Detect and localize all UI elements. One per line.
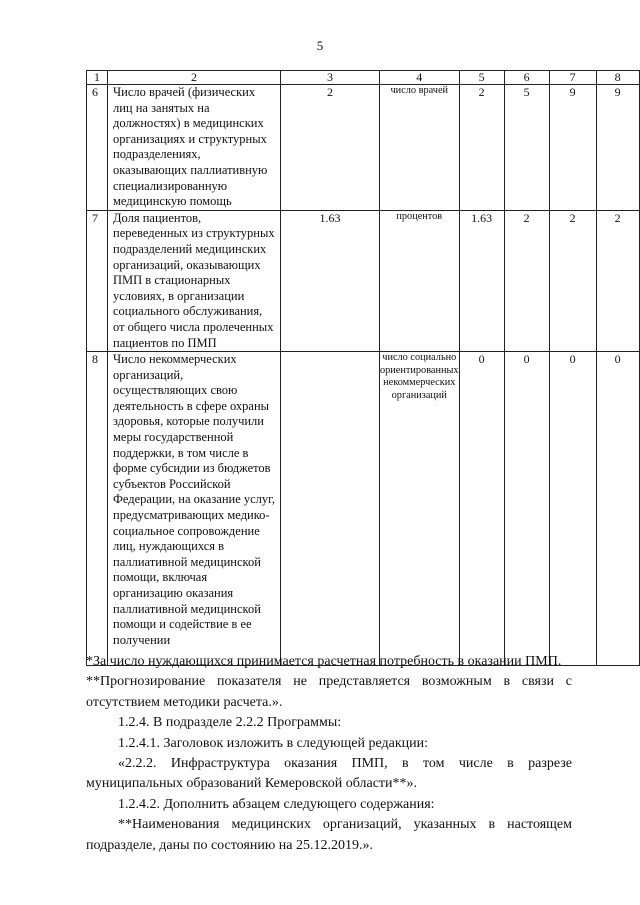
header-cell: 5 [459, 71, 504, 85]
year-value: 0 [549, 352, 596, 666]
year-value: 2 [596, 210, 639, 351]
header-cell: 8 [596, 71, 639, 85]
header-cell: 1 [87, 71, 108, 85]
year-value: 0 [596, 352, 639, 666]
table-row [87, 210, 640, 351]
footnote-2: **Прогнозирование показателя не представляется возможным в связи с отсутствием методики расчета.». [86, 674, 572, 710]
base-value [281, 352, 380, 666]
header-cell: 3 [281, 71, 380, 85]
year-value: 2 [459, 85, 504, 211]
year-value: 1.63 [459, 210, 504, 351]
year-value: 9 [549, 85, 596, 211]
indicator-name: Доля пациентов, переведенных из структурных подразделений медицинских организаций, оказывающих ПМП в стационарных условиях, в организации социального обслуживания, от общего числа пролеченных пациентов по ПМП [108, 210, 281, 351]
table-row [87, 352, 640, 666]
table-row [87, 85, 640, 211]
page-number: 5 [316, 38, 324, 53]
table-header-row [87, 71, 640, 85]
header-cell: 2 [108, 71, 281, 85]
indicator-name: Число врачей (физических лиц на занятых на должностях) в медицинских организациях и структурных подразделениях, оказывающих паллиативную специализированную медицинскую помощь [108, 85, 281, 211]
paragraph: 1.2.4. В подразделе 2.2.2 Программы: [118, 715, 342, 731]
base-value: 1.63 [281, 210, 380, 351]
paragraph: «2.2.2. Инфраструктура оказания ПМП, в том числе в разрезе муниципальных образований Кемеровской области**». [86, 756, 572, 792]
header-cell: 4 [380, 71, 460, 85]
year-value: 0 [459, 352, 504, 666]
document-body [86, 652, 572, 856]
unit: число врачей [380, 85, 460, 211]
header-cell: 7 [549, 71, 596, 85]
unit: процентов [380, 210, 460, 351]
paragraph: **Наименования медицинских организаций, указанных в настоящем подразделе, даны по состоянию на 25.12.2019.». [86, 817, 572, 853]
paragraph: 1.2.4.1. Заголовок изложить в следующей редакции: [118, 735, 429, 751]
row-number: 8 [87, 352, 108, 666]
row-number: 6 [87, 85, 108, 211]
indicators-table [86, 70, 640, 666]
header-cell: 6 [504, 71, 549, 85]
paragraph: 1.2.4.2. Дополнить абзацем следующего содержания: [118, 796, 435, 812]
year-value: 0 [504, 352, 549, 666]
base-value: 2 [281, 85, 380, 211]
year-value: 5 [504, 85, 549, 211]
year-value: 2 [504, 210, 549, 351]
unit: число социально ориентированных некоммерческих организаций [380, 352, 460, 666]
footnote-1: *За число нуждающихся принимается расчетная потребность в оказании ПМП. [86, 654, 562, 669]
year-value: 2 [549, 210, 596, 351]
year-value: 9 [596, 85, 639, 211]
indicator-name: Число некоммерческих организаций, осуществляющих свою деятельность в сфере охраны здоровья, которые получили меры государственной поддержки, в том числе в форме субсидии из бюджетов субъектов Российской Федерации, на оказание услуг, предусматривающих медико-социальное сопровождение лиц, нуждающихся в паллиативной медицинской помощи, включая организацию оказания паллиативной медицинской помощи и содействие в ее получении [108, 352, 281, 666]
row-number: 7 [87, 210, 108, 351]
